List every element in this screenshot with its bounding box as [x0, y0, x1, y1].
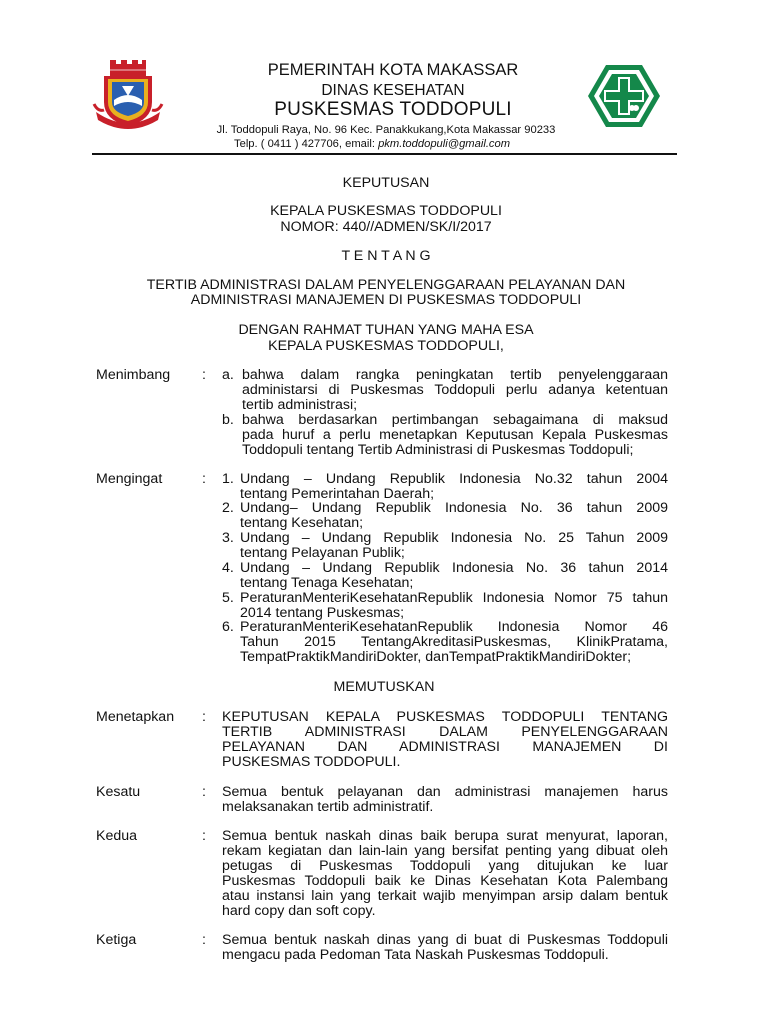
mengingat-3-line-2: tentang Pelayanan Publik; [240, 545, 405, 561]
subject-line-1: TERTIB ADMINISTRASI DALAM PENYELENGGARAAN PELAYANAN DAN [146, 277, 626, 293]
mengingat-2-line-2: tentang Kesehatan; [240, 515, 364, 531]
mengingat-1-marker: 1. [222, 471, 234, 487]
kesatu-colon: : [202, 784, 206, 800]
menetapkan-line-4: PUSKESMAS TODDOPULI. [222, 754, 401, 770]
header-address: Jl. Toddopuli Raya, No. 96 Kec. Panakkukang,Kota Makassar 90233 [216, 124, 556, 136]
mengingat-2-marker: 2. [222, 500, 234, 516]
issuer: KEPALA PUSKESMAS TODDOPULI [270, 203, 502, 219]
invocation-line-1: DENGAN RAHMAT TUHAN YANG MAHA ESA [238, 322, 534, 338]
header-contact [234, 137, 510, 151]
menimbang-a-line-3: tertib administrasi; [242, 397, 358, 413]
menimbang-colon: : [202, 367, 206, 383]
ketiga-colon: : [202, 932, 206, 948]
doc-type: KEPUTUSAN [342, 175, 430, 191]
menimbang-a-line-1: bahwa dalam rangka peningkatan tertib penyelenggaraan [242, 367, 668, 383]
header-divider [92, 153, 677, 155]
invocation-line-2: KEPALA PUSKESMAS TODDOPULI, [268, 338, 504, 354]
mengingat-6-line-1: PeraturanMenteriKesehatanRepublik Indonesia Nomor 46 [240, 619, 668, 635]
menetapkan-line-2: TERTIB ADMINISTRASI DALAM PENYELENGGARAAN [222, 724, 668, 740]
mengingat-3-marker: 3. [222, 530, 234, 546]
menetapkan-label: Menetapkan [96, 709, 175, 725]
menimbang-label: Menimbang [96, 367, 171, 383]
kedua-colon: : [202, 828, 206, 844]
menetapkan-line-3: PELAYANAN DAN ADMINISTRASI MANAJEMEN DI [222, 739, 668, 755]
kedua-line-2: rekam kegiatan dan lain-lain yang bersifat penting yang dibuat oleh [222, 843, 668, 859]
kedua-line-1: Semua bentuk naskah dinas baik berupa surat menyurat, laporan, [222, 828, 668, 844]
menimbang-b-line-3: Toddopuli tentang Tertib Administrasi di Puskesmas Toddopuli; [242, 442, 634, 458]
tentang-heading: T E N T A N G [341, 248, 431, 264]
ketiga-line-2: mengacu pada Pedoman Tata Naskah Puskesmas Toddopuli. [222, 947, 609, 963]
mengingat-2-line-1: Undang– Undang Republik Indonesia No. 36 tahun 2009 [240, 500, 668, 516]
mengingat-6-line-3: TempatPraktikMandiriDokter, danTempatPraktikMandiriDokter; [240, 649, 632, 665]
subject-line-2: ADMINISTRASI MANAJEMEN DI PUSKESMAS TODDOPULI [190, 292, 582, 308]
header-agency: DINAS KESEHATAN [321, 82, 465, 99]
menimbang-b-line-2: pada huruf a perlu menetapkan Keputusan Kepala Puskesmas [242, 427, 668, 443]
mengingat-4-marker: 4. [222, 560, 234, 576]
mengingat-1-line-2: tentang Pemerintahan Daerah; [240, 486, 435, 502]
menimbang-a-marker: a. [222, 367, 234, 383]
mengingat-1-line-1: Undang – Undang Republik Indonesia No.32 tahun 2004 [240, 471, 668, 487]
mengingat-6-marker: 6. [222, 619, 234, 635]
header-government: PEMERINTAH KOTA MAKASSAR [267, 61, 519, 79]
header-phone: Telp. ( 0411 ) 427706, email: [234, 138, 375, 150]
kedua-line-5: atau instansi lain yang terkait wajib menyimpan arsip dalam bentuk [222, 888, 668, 904]
mengingat-5-line-2: 2014 tentang Puskesmas; [240, 605, 405, 621]
header-puskesmas: PUSKESMAS TODDOPULI [274, 99, 512, 120]
menimbang-a-line-2: administarsi di Puskesmas Toddopuli perlu adanya ketentuan [242, 382, 668, 398]
ketiga-label: Ketiga [96, 932, 137, 948]
doc-number: NOMOR: 440//ADMEN/SK/I/2017 [280, 219, 492, 235]
memutuskan-heading: MEMUTUSKAN [333, 679, 435, 695]
kedua-line-6: hard copy dan soft copy. [222, 903, 376, 919]
menimbang-b-marker: b. [222, 412, 234, 428]
menetapkan-colon: : [202, 709, 206, 725]
mengingat-6-line-2: Tahun 2015 TentangAkreditasiPuskesmas, KlinikPratama, [240, 634, 668, 650]
kesatu-line-1: Semua bentuk pelayanan dan administrasi manajemen harus [222, 784, 668, 800]
header-email: pkm.toddopuli@gmail.com [378, 138, 511, 150]
mengingat-3-line-1: Undang – Undang Republik Indonesia No. 25 Tahun 2009 [240, 530, 668, 546]
menetapkan-line-1: KEPUTUSAN KEPALA PUSKESMAS TODDOPULI TENTANG [222, 709, 668, 725]
kedua-line-3: petugas di Puskesmas Toddopuli yang ditujukan ke luar [222, 858, 668, 874]
kedua-line-4: Puskesmas Toddopuli baik ke Dinas Kesehatan Kota Palembang [222, 873, 668, 889]
mengingat-4-line-2: tentang Tenaga Kesehatan; [240, 575, 414, 591]
kedua-label: Kedua [96, 828, 138, 844]
mengingat-label: Mengingat [96, 471, 163, 487]
menimbang-b-line-1: bahwa berdasarkan pertimbangan sebagaimana di maksud [242, 412, 668, 428]
mengingat-colon: : [202, 471, 206, 487]
kesatu-label: Kesatu [96, 784, 141, 800]
ketiga-line-1: Semua bentuk naskah dinas yang di buat di Puskesmas Toddopuli [222, 932, 668, 948]
mengingat-4-line-1: Undang – Undang Republik Indonesia No. 36 tahun 2014 [240, 560, 668, 576]
mengingat-5-line-1: PeraturanMenteriKesehatanRepublik Indonesia Nomor 75 tahun [240, 590, 668, 606]
mengingat-5-marker: 5. [222, 590, 234, 606]
kesatu-line-2: melaksanakan tertib administratif. [222, 799, 434, 815]
